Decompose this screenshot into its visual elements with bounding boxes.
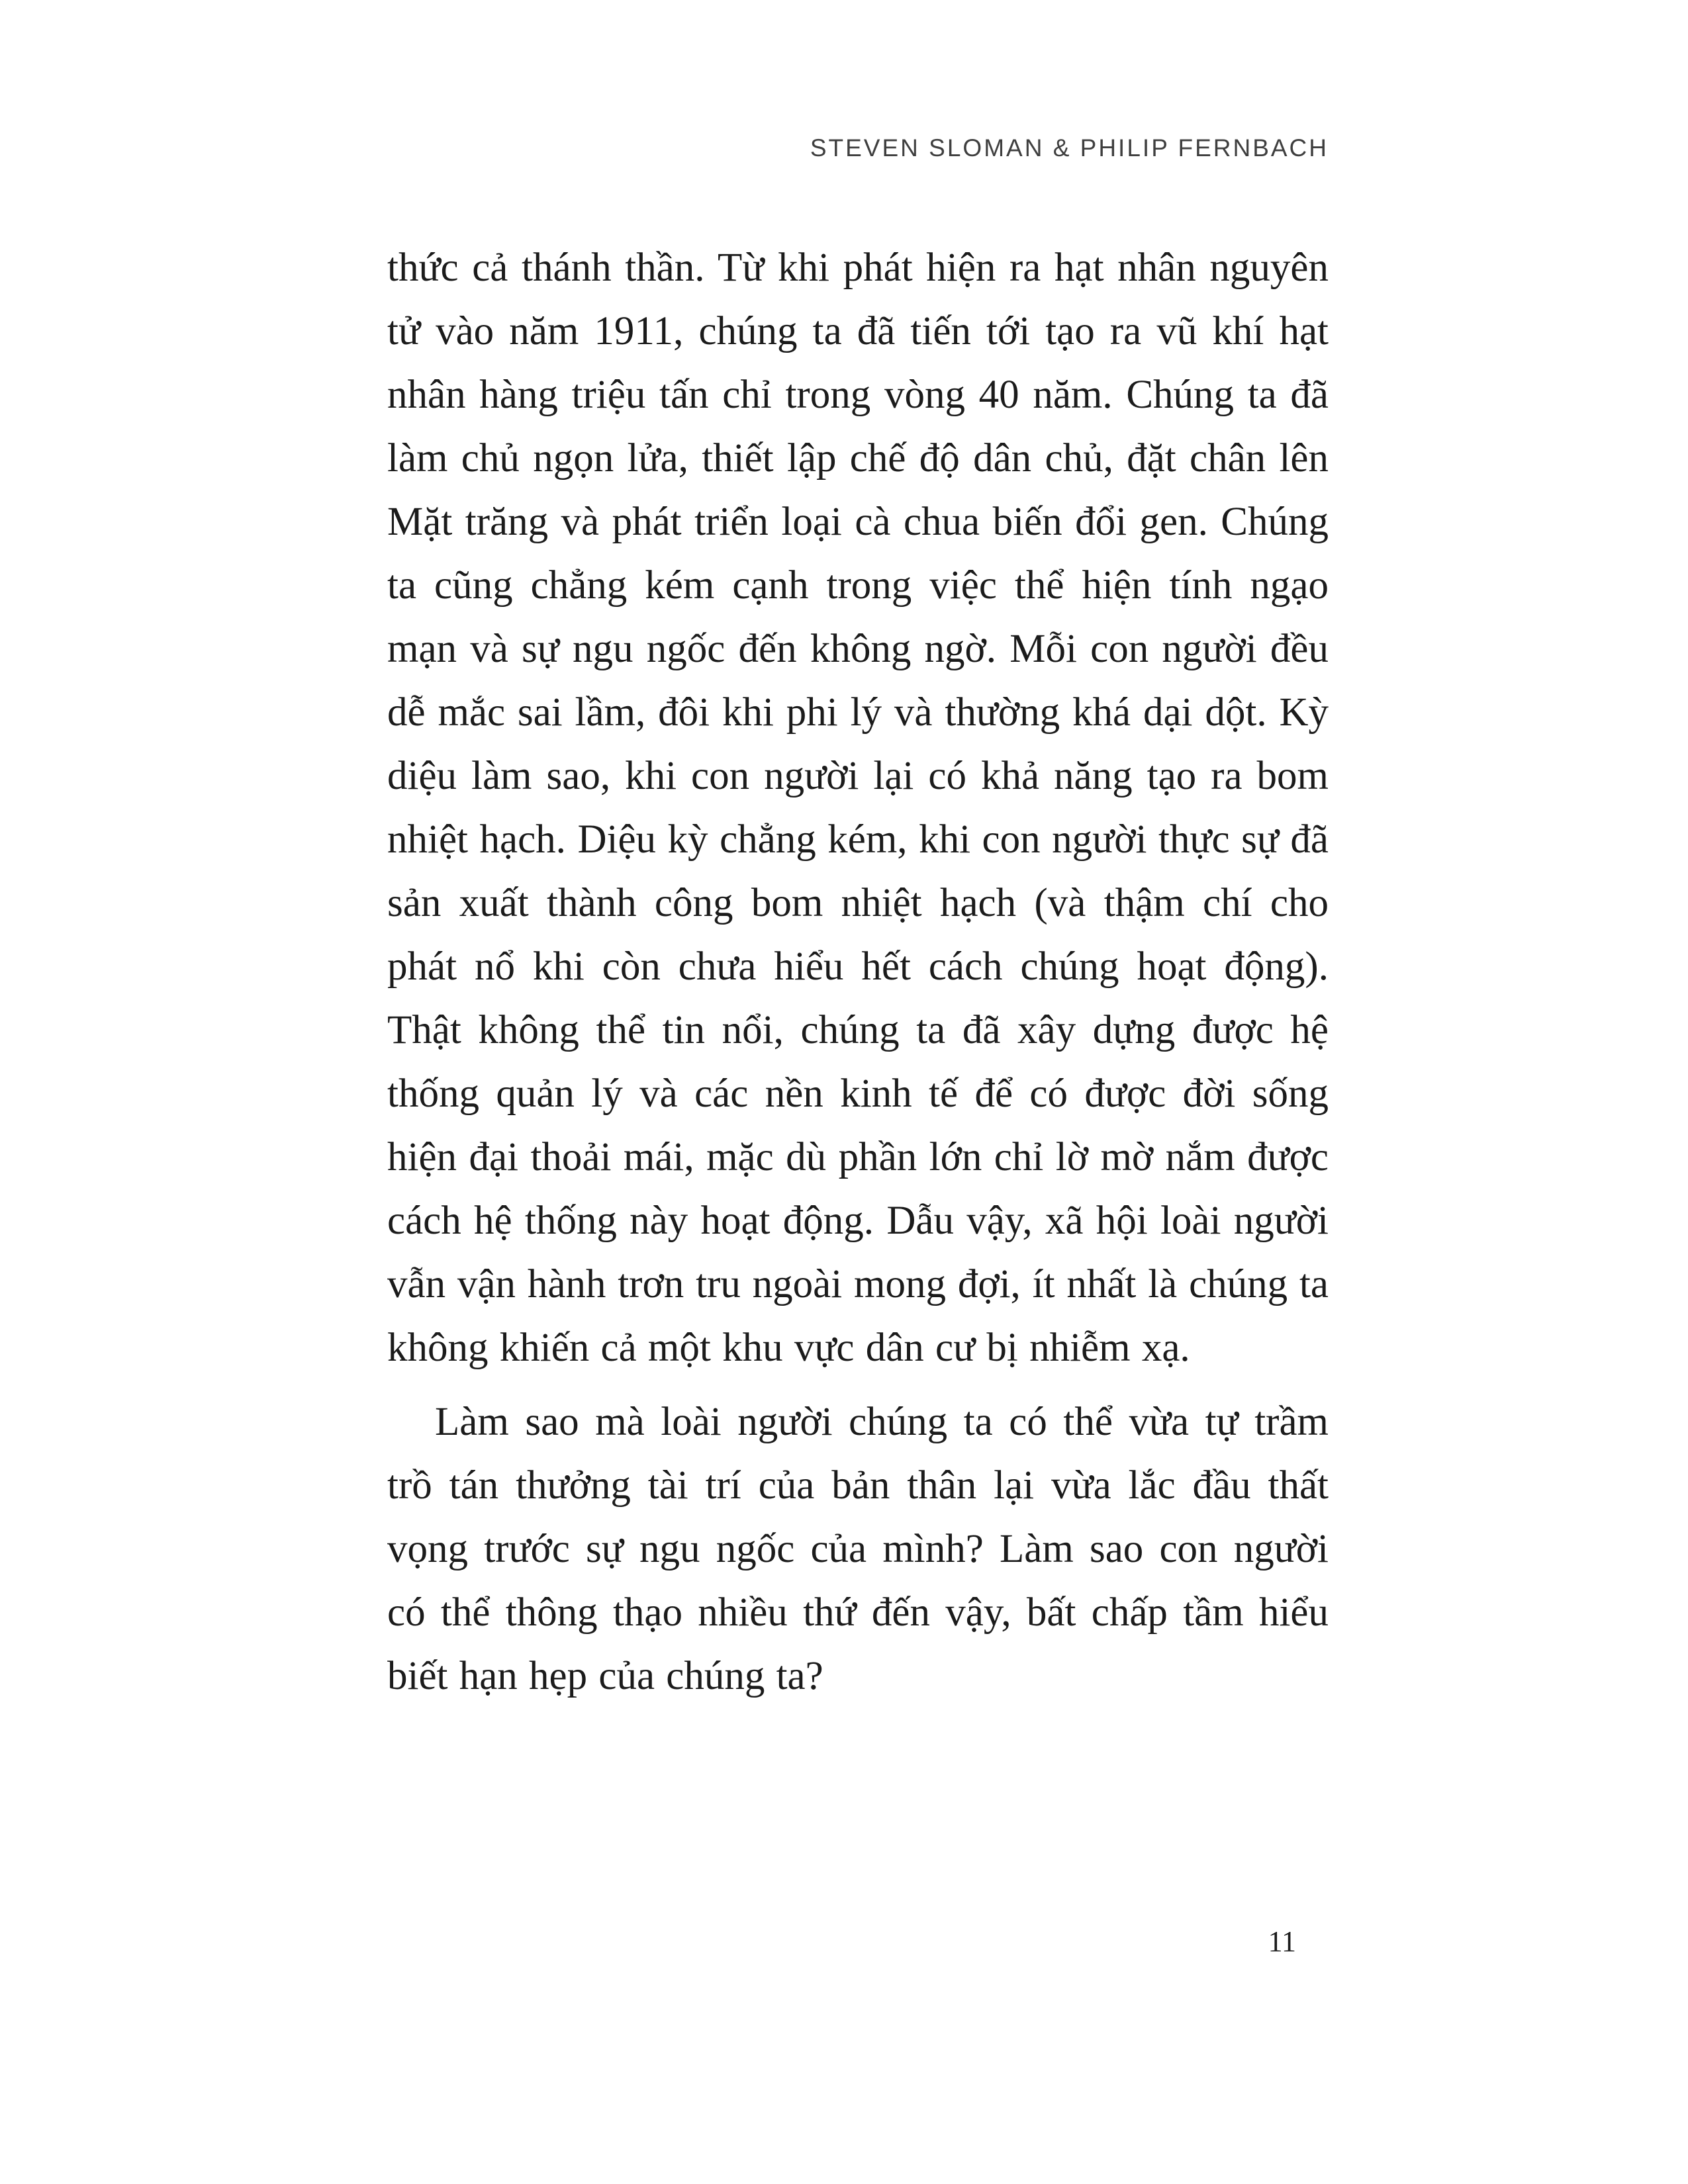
text-block <box>387 134 1329 1708</box>
running-header-authors: STEVEN SLOMAN & PHILIP FERNBACH <box>810 134 1329 161</box>
paragraph: Làm sao mà loài người chúng ta có thể vừa tự trầm trồ tán thưởng tài trí của bản thân lại vừa lắc đầu thất vọng trước sự ngu ngốc của mình? Làm sao con người có thể thông thạo nhiều thứ đến vậy, bất chấp tầm hiểu biết hạn hẹp của chúng ta? <box>387 1400 1329 1698</box>
paragraph: thức cả thánh thần. Từ khi phát hiện ra hạt nhân nguyên tử vào năm 1911, chúng ta đã tiến tới tạo ra vũ khí hạt nhân hàng triệu tấn chỉ trong vòng 40 năm. Chúng ta đã làm chủ ngọn lửa, thiết lập chế độ dân chủ, đặt chân lên Mặt trăng và phát triển loại cà chua biến đổi gen. Chúng ta cũng chẳng kém cạnh trong việc thể hiện tính ngạo mạn và sự ngu ngốc đến không ngờ. Mỗi con người đều dễ mắc sai lầm, đôi khi phi lý và thường khá dại dột. Kỳ diệu làm sao, khi con người lại có khả năng tạo ra bom nhiệt hạch. Diệu kỳ chẳng kém, khi con người thực sự đã sản xuất thành công bom nhiệt hạch (và thậm chí cho phát nổ khi còn chưa hiểu hết cách chúng hoạt động). Thật không thể tin nổi, chúng ta đã xây dựng được hệ thống quản lý và các nền kinh tế để có được đời sống hiện đại thoải mái, mặc dù phần lớn chỉ lờ mờ nắm được cách hệ thống này hoạt động. Dẫu vậy, xã hội loài người vẫn vận hành trơn tru ngoài mong đợi, ít nhất là chúng ta không khiến cả một khu vực dân cư bị nhiễm xạ. <box>387 246 1329 1370</box>
page-number: 11 <box>1268 1925 1296 1958</box>
body-text <box>387 236 1329 1708</box>
